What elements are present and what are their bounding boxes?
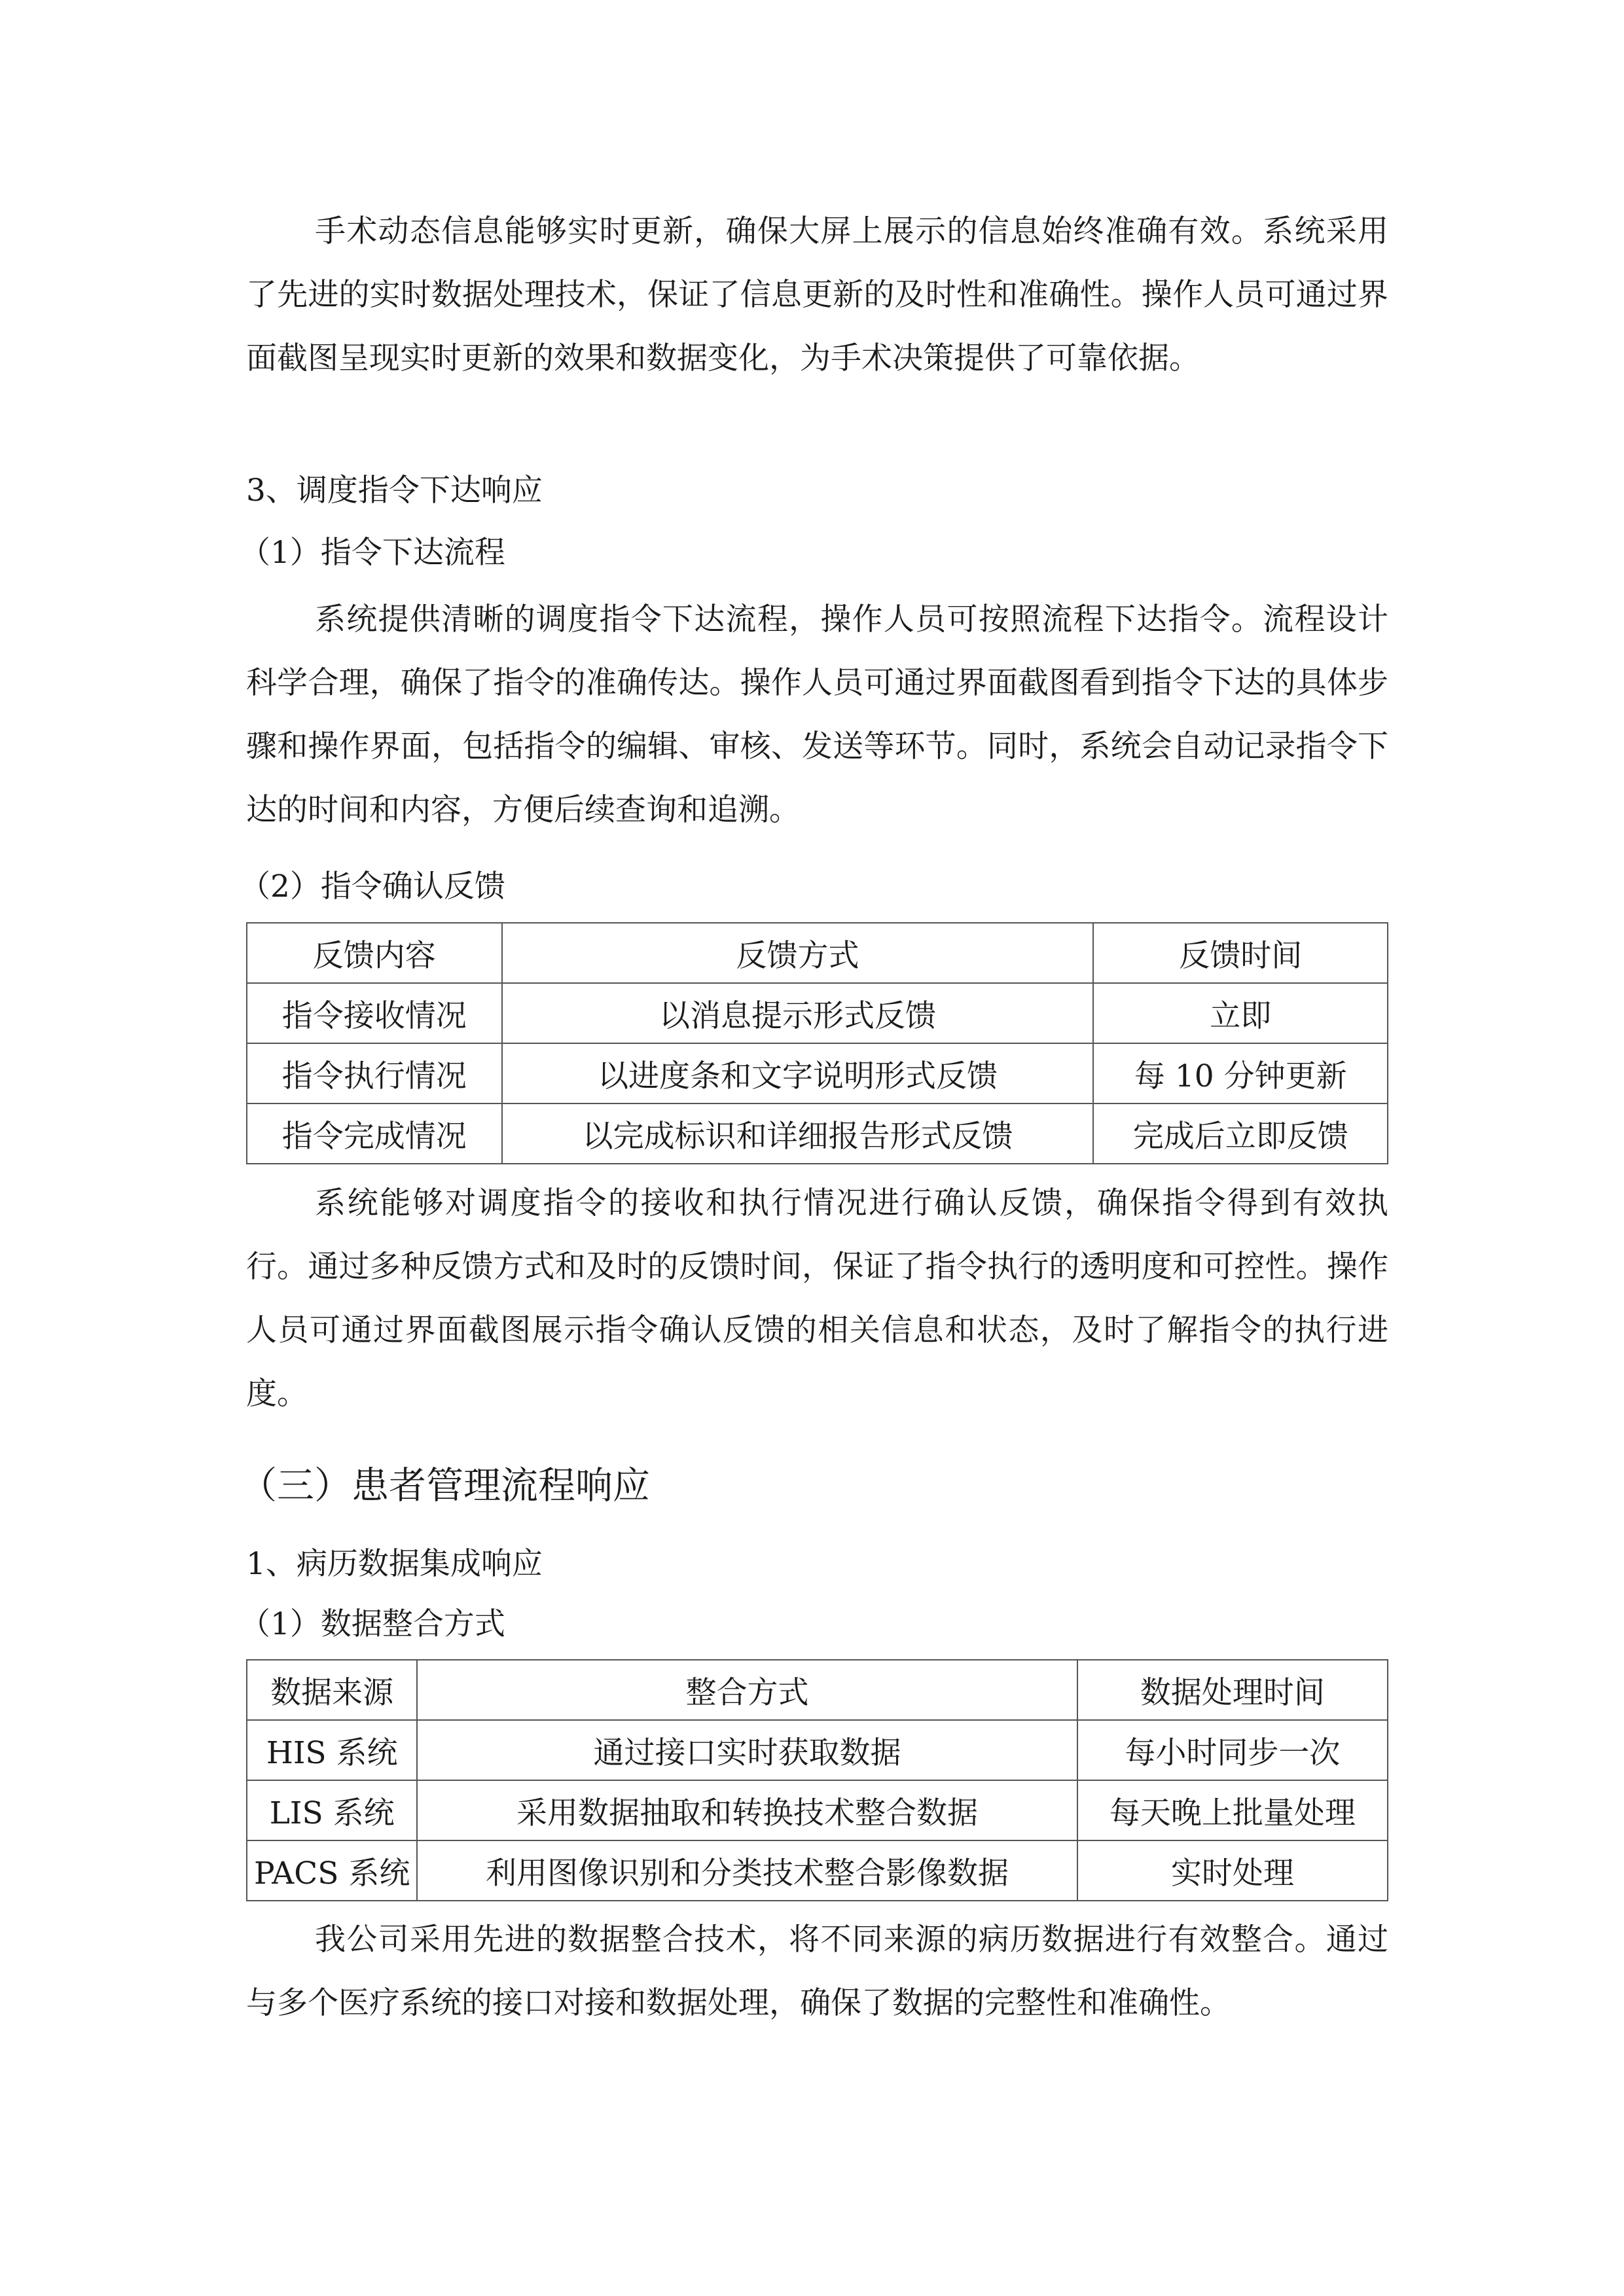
section-title-dispatch: 3、调度指令下达响应 <box>246 473 543 509</box>
table-cell: 每小时同步一次 <box>1077 1720 1388 1780</box>
paragraph-realtime-update: 手术动态信息能够实时更新，确保大屏上展示的信息始终准确有效。系统采用了先进的实时数据处理技术，保证了信息更新的及时性和准确性。操作人员可通过界面截图呈现实时更新的效果和数据变化，为手术决策提供了可靠依据。 <box>246 213 1388 376</box>
table-cell: 实时处理 <box>1077 1840 1388 1901</box>
table-row <box>247 1720 1388 1780</box>
table-header-cell: 反馈方式 <box>502 923 1094 983</box>
table-header-row <box>247 923 1388 983</box>
table-cell: 完成后立即反馈 <box>1093 1103 1388 1164</box>
table-cell: 利用图像识别和分类技术整合影像数据 <box>417 1840 1077 1901</box>
section-title-record-integration: 1、病历数据集成响应 <box>246 1546 543 1582</box>
table-header-cell: 反馈内容 <box>247 923 502 983</box>
table-cell: 以消息提示形式反馈 <box>502 983 1094 1043</box>
table-cell: 通过接口实时获取数据 <box>417 1720 1077 1780</box>
table-cell: 指令完成情况 <box>247 1103 502 1164</box>
table-cell: 以完成标识和详细报告形式反馈 <box>502 1103 1094 1164</box>
table-cell: 以进度条和文字说明形式反馈 <box>502 1043 1094 1103</box>
table-cell: 指令接收情况 <box>247 983 502 1043</box>
table-cell: 每天晚上批量处理 <box>1077 1780 1388 1840</box>
subsection-title-integration-method: （1）数据整合方式 <box>240 1606 505 1642</box>
table-row <box>247 1780 1388 1840</box>
table-cell: 立即 <box>1093 983 1388 1043</box>
table-header-cell: 数据来源 <box>247 1660 417 1720</box>
table-cell: LIS 系统 <box>247 1780 417 1840</box>
table-cell: PACS 系统 <box>247 1840 417 1901</box>
table-row <box>247 1840 1388 1901</box>
chapter-title-patient-management: （三）患者管理流程响应 <box>240 1464 650 1507</box>
subsection-title-issue-flow: （1）指令下达流程 <box>240 535 505 571</box>
data-integration-table <box>246 1659 1388 1901</box>
paragraph-data-integration: 我公司采用先进的数据整合技术，将不同来源的病历数据进行有效整合。通过与多个医疗系统的接口对接和数据处理，确保了数据的完整性和准确性。 <box>246 1922 1388 2021</box>
table-header-cell: 数据处理时间 <box>1077 1660 1388 1720</box>
table-row <box>247 1103 1388 1164</box>
table-row <box>247 1043 1388 1103</box>
table-header-cell: 反馈时间 <box>1093 923 1388 983</box>
paragraph-feedback: 系统能够对调度指令的接收和执行情况进行确认反馈，确保指令得到有效执行。通过多种反馈方式和及时的反馈时间，保证了指令执行的透明度和可控性。操作人员可通过界面截图展示指令确认反馈的相关信息和状态，及时了解指令的执行进度。 <box>246 1185 1388 1412</box>
table-row <box>247 983 1388 1043</box>
table-cell: 每 10 分钟更新 <box>1093 1043 1388 1103</box>
paragraph-issue-flow: 系统提供清晰的调度指令下达流程，操作人员可按照流程下达指令。流程设计科学合理，确保了指令的准确传达。操作人员可通过界面截图看到指令下达的具体步骤和操作界面，包括指令的编辑、审核、发送等环节。同时，系统会自动记录指令下达的时间和内容，方便后续查询和追溯。 <box>246 601 1388 828</box>
table-header-row <box>247 1660 1388 1720</box>
table-cell: 采用数据抽取和转换技术整合数据 <box>417 1780 1077 1840</box>
table-header-cell: 整合方式 <box>417 1660 1077 1720</box>
feedback-table <box>246 922 1388 1164</box>
subsection-title-feedback: （2）指令确认反馈 <box>240 869 505 905</box>
table-cell: 指令执行情况 <box>247 1043 502 1103</box>
table-cell: HIS 系统 <box>247 1720 417 1780</box>
